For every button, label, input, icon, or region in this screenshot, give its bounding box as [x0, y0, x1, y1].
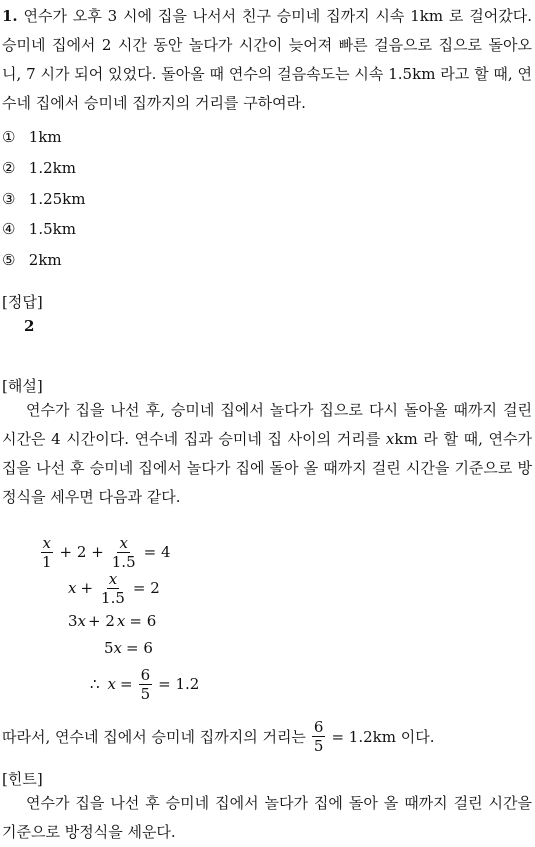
rhs: = 1.2: [158, 675, 200, 693]
equation-5: [90, 664, 199, 704]
choice-label: 1.5km: [28, 220, 76, 238]
choice-label: 2km: [28, 251, 62, 269]
question-text-block: [2, 2, 532, 118]
choice-2[interactable]: [2, 156, 76, 180]
equation-4: [104, 628, 153, 668]
therefore-symbol: ∴: [90, 675, 100, 693]
choice-mark: ②: [2, 159, 16, 177]
choice-label: 1.25km: [28, 190, 86, 208]
explanation-text-a: 연수가 집을 나선 후, 승미네 집에서 놀다가 집으로 다시 돌아올 때까지 걸린 시간은 4 시간이다. 연수네 집과 승미네 집 사이의 거리를: [2, 401, 532, 448]
explanation-variable: x: [385, 430, 395, 448]
numerator: 6: [313, 717, 324, 736]
variable: x: [107, 675, 117, 693]
choice-mark: ①: [2, 128, 16, 146]
rhs: = 2: [132, 579, 160, 597]
fraction: [40, 534, 54, 571]
answer-value: 2: [24, 317, 35, 335]
conclusion-text-b: = 1.2km 이다.: [331, 727, 435, 746]
fraction: [110, 534, 138, 571]
numerator: 6: [140, 665, 151, 684]
rhs: = 6: [129, 612, 157, 630]
variable: x: [116, 612, 126, 630]
choice-1[interactable]: [2, 125, 62, 149]
explanation-label: [해설]: [2, 377, 43, 395]
denominator: 1.5: [111, 552, 136, 571]
operator: +: [80, 579, 94, 597]
hint-label: [힌트]: [2, 770, 43, 788]
explanation-paragraph: [2, 396, 532, 512]
operator: + 2: [88, 612, 115, 630]
equation-1: [38, 532, 171, 572]
denominator: 5: [313, 736, 324, 755]
choice-mark: ③: [2, 190, 16, 208]
choice-label: 1.2km: [28, 159, 76, 177]
choice-mark: ⑤: [2, 251, 16, 269]
rhs: = 4: [143, 543, 171, 561]
question-body: 연수가 오후 3 시에 집을 나서서 친구 승미네 집까지 시속 1km 로 걸어갔다. 승미네 집에서 2 시간 동안 놀다가 시간이 늦어져 빠른 걸음으로 집으로 돌아오니, 7 시가 되어 있었다. 돌아올 때 연수의 걸음속도는 시속 1.5km 라고 할 때, 연수네 집에서 승미네 집까지의 거리를 구하여라.: [2, 7, 532, 112]
answer-label: [정답]: [2, 293, 43, 311]
denominator: 5: [140, 684, 151, 703]
conclusion-text-a: 따라서, 연수네 집에서 승미네 집까지의 거리는: [2, 727, 306, 746]
conclusion-line: [2, 716, 435, 756]
variable: x: [68, 579, 77, 597]
numerator: x: [119, 533, 128, 552]
hint-text: 연수가 집을 나선 후 승미네 집에서 놀다가 집에 돌아 올 때까지 걸린 시간을 기준으로 방정식을 세운다.: [2, 794, 532, 841]
coefficient: 3: [68, 612, 78, 630]
fraction: [139, 666, 153, 703]
choice-3[interactable]: [2, 187, 86, 211]
choice-4[interactable]: [2, 217, 76, 241]
choice-5[interactable]: [2, 248, 62, 272]
coefficient: 5: [104, 639, 114, 657]
variable: x: [77, 612, 87, 630]
explanation-text-b: km 라 할 때, 연수가 집을 나선 후 승미네 집에서 놀다가 집에 돌아 올 때까지 걸린 시간을 기준으로 방정식을 세우면 다음과 같다.: [2, 430, 532, 506]
numerator: x: [108, 569, 118, 588]
choice-label: 1km: [28, 128, 62, 146]
numerator: x: [42, 533, 51, 552]
fraction: [312, 718, 326, 755]
denominator: 1.5: [101, 588, 125, 607]
variable: x: [113, 639, 123, 657]
question-number: 1.: [2, 7, 18, 25]
operator: + 2 +: [59, 543, 104, 561]
rhs: = 6: [126, 639, 153, 657]
choice-mark: ④: [2, 220, 16, 238]
operator: =: [120, 675, 133, 693]
denominator: 1: [42, 552, 52, 571]
